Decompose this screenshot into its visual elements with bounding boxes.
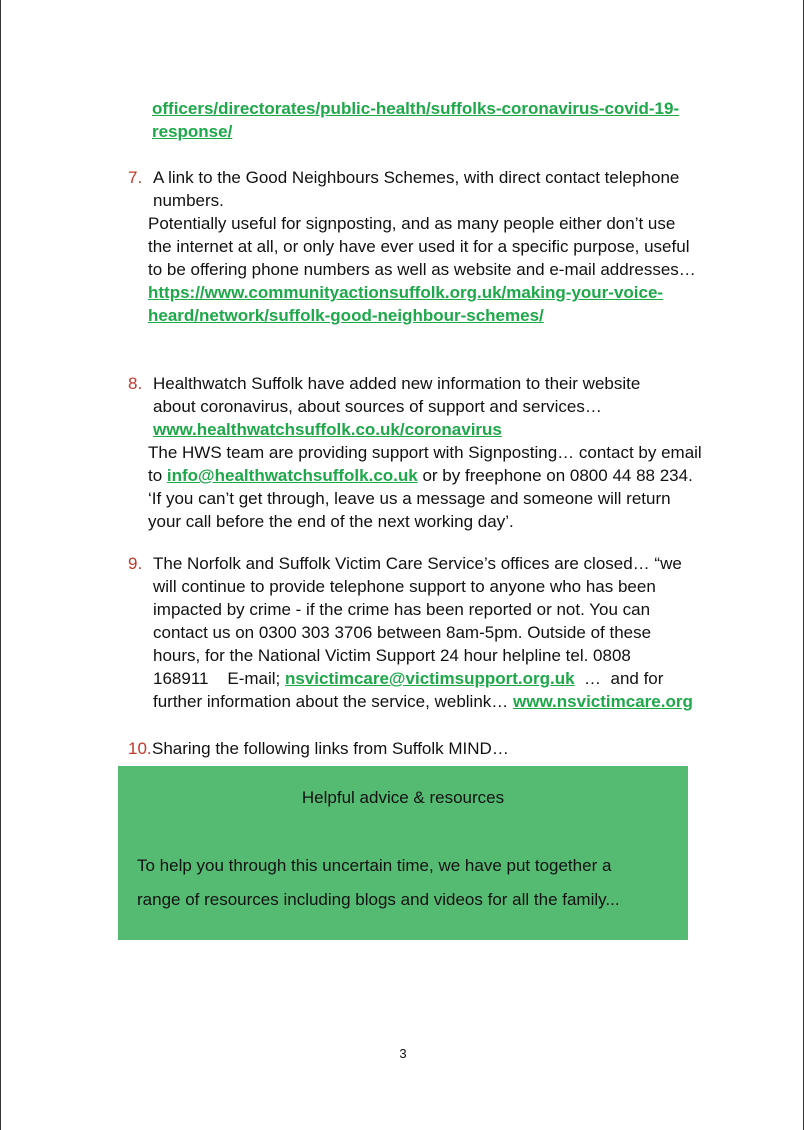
item-8-line2: about coronavirus, about sources of support and services… (153, 397, 602, 416)
item-10-text: Sharing the following links from Suffolk MIND… (152, 739, 509, 758)
item-9-line5: hours, for the National Victim Support 24 hour helpline tel. 0808 (153, 646, 631, 665)
item-8-line4-prefix: to (148, 466, 167, 485)
item-7-line1: A link to the Good Neighbours Schemes, with direct contact telephone (153, 168, 680, 187)
item-7-line5: to be offering phone numbers as well as website and e-mail addresses… (148, 260, 696, 279)
item-9-line4: contact us on 0300 303 3706 between 8am-5pm. Outside of these (153, 623, 652, 642)
item-9-line6 (153, 667, 663, 690)
item-9-line6-suffix: … and for (574, 669, 664, 688)
item-7-number: 7. (128, 168, 143, 187)
item-10-number: 10. (128, 739, 152, 758)
item-7-line2: numbers. (153, 191, 224, 210)
item-8-line4 (148, 464, 693, 487)
mind-resources-box[interactable] (118, 766, 688, 940)
item-8-line6: your call before the end of the next working day’. (148, 512, 514, 531)
healthwatch-email-link[interactable]: info@healthwatchsuffolk.co.uk (166, 466, 418, 485)
item-9-line6-prefix: 168911 E-mail; (153, 669, 285, 688)
suffolk-covid-response-link-line1[interactable]: officers/directorates/public-health/suffolks-coronavirus-covid-19- (152, 99, 680, 118)
item-9-line2: will continue to provide telephone support to anyone who has been (153, 577, 656, 596)
item-9-line7-prefix: further information about the service, weblink… (153, 692, 514, 711)
mind-box-line1: To help you through this uncertain time, we have put together a (137, 856, 612, 875)
victim-support-email-link[interactable]: nsvictimcare@victimsupport.org.uk (284, 669, 575, 688)
item-7-line3: Potentially useful for signposting, and as many people either don’t use (148, 214, 676, 233)
item-9-line1: The Norfolk and Suffolk Victim Care Service’s offices are closed… “we (153, 554, 682, 573)
item-8-line1: Healthwatch Suffolk have added new information to their website (153, 374, 641, 393)
mind-box-line2: range of resources including blogs and videos for all the family... (137, 890, 620, 909)
good-neighbour-link-line1[interactable]: https://www.communityactionsuffolk.org.uk/making-your-voice- (148, 283, 664, 302)
mind-box-heading: Helpful advice & resources (301, 788, 505, 807)
nsvictimcare-weblink[interactable]: www.nsvictimcare.org (513, 692, 693, 711)
item-8-number: 8. (128, 374, 143, 393)
item-8-line3: The HWS team are providing support with Signposting… contact by email (148, 443, 702, 462)
good-neighbour-link-line2[interactable]: heard/network/suffolk-good-neighbour-schemes/ (148, 306, 544, 325)
item-8-line5: ‘If you can’t get through, leave us a message and someone will return (148, 489, 671, 508)
page-number: 3 (399, 1046, 407, 1061)
item-9-line3: impacted by crime - if the crime has been reported or not. You can (153, 600, 651, 619)
item-8-line4-suffix: or by freephone on 0800 44 88 234. (417, 466, 693, 485)
item-9-number: 9. (128, 554, 143, 573)
healthwatch-coronavirus-link[interactable]: www.healthwatchsuffolk.co.uk/coronavirus (153, 420, 502, 439)
item-7-line4: the internet at all, or only have ever used it for a specific purpose, useful (148, 237, 690, 256)
suffolk-covid-response-link-line2[interactable]: response/ (152, 122, 233, 141)
item-9-line7 (153, 690, 693, 713)
